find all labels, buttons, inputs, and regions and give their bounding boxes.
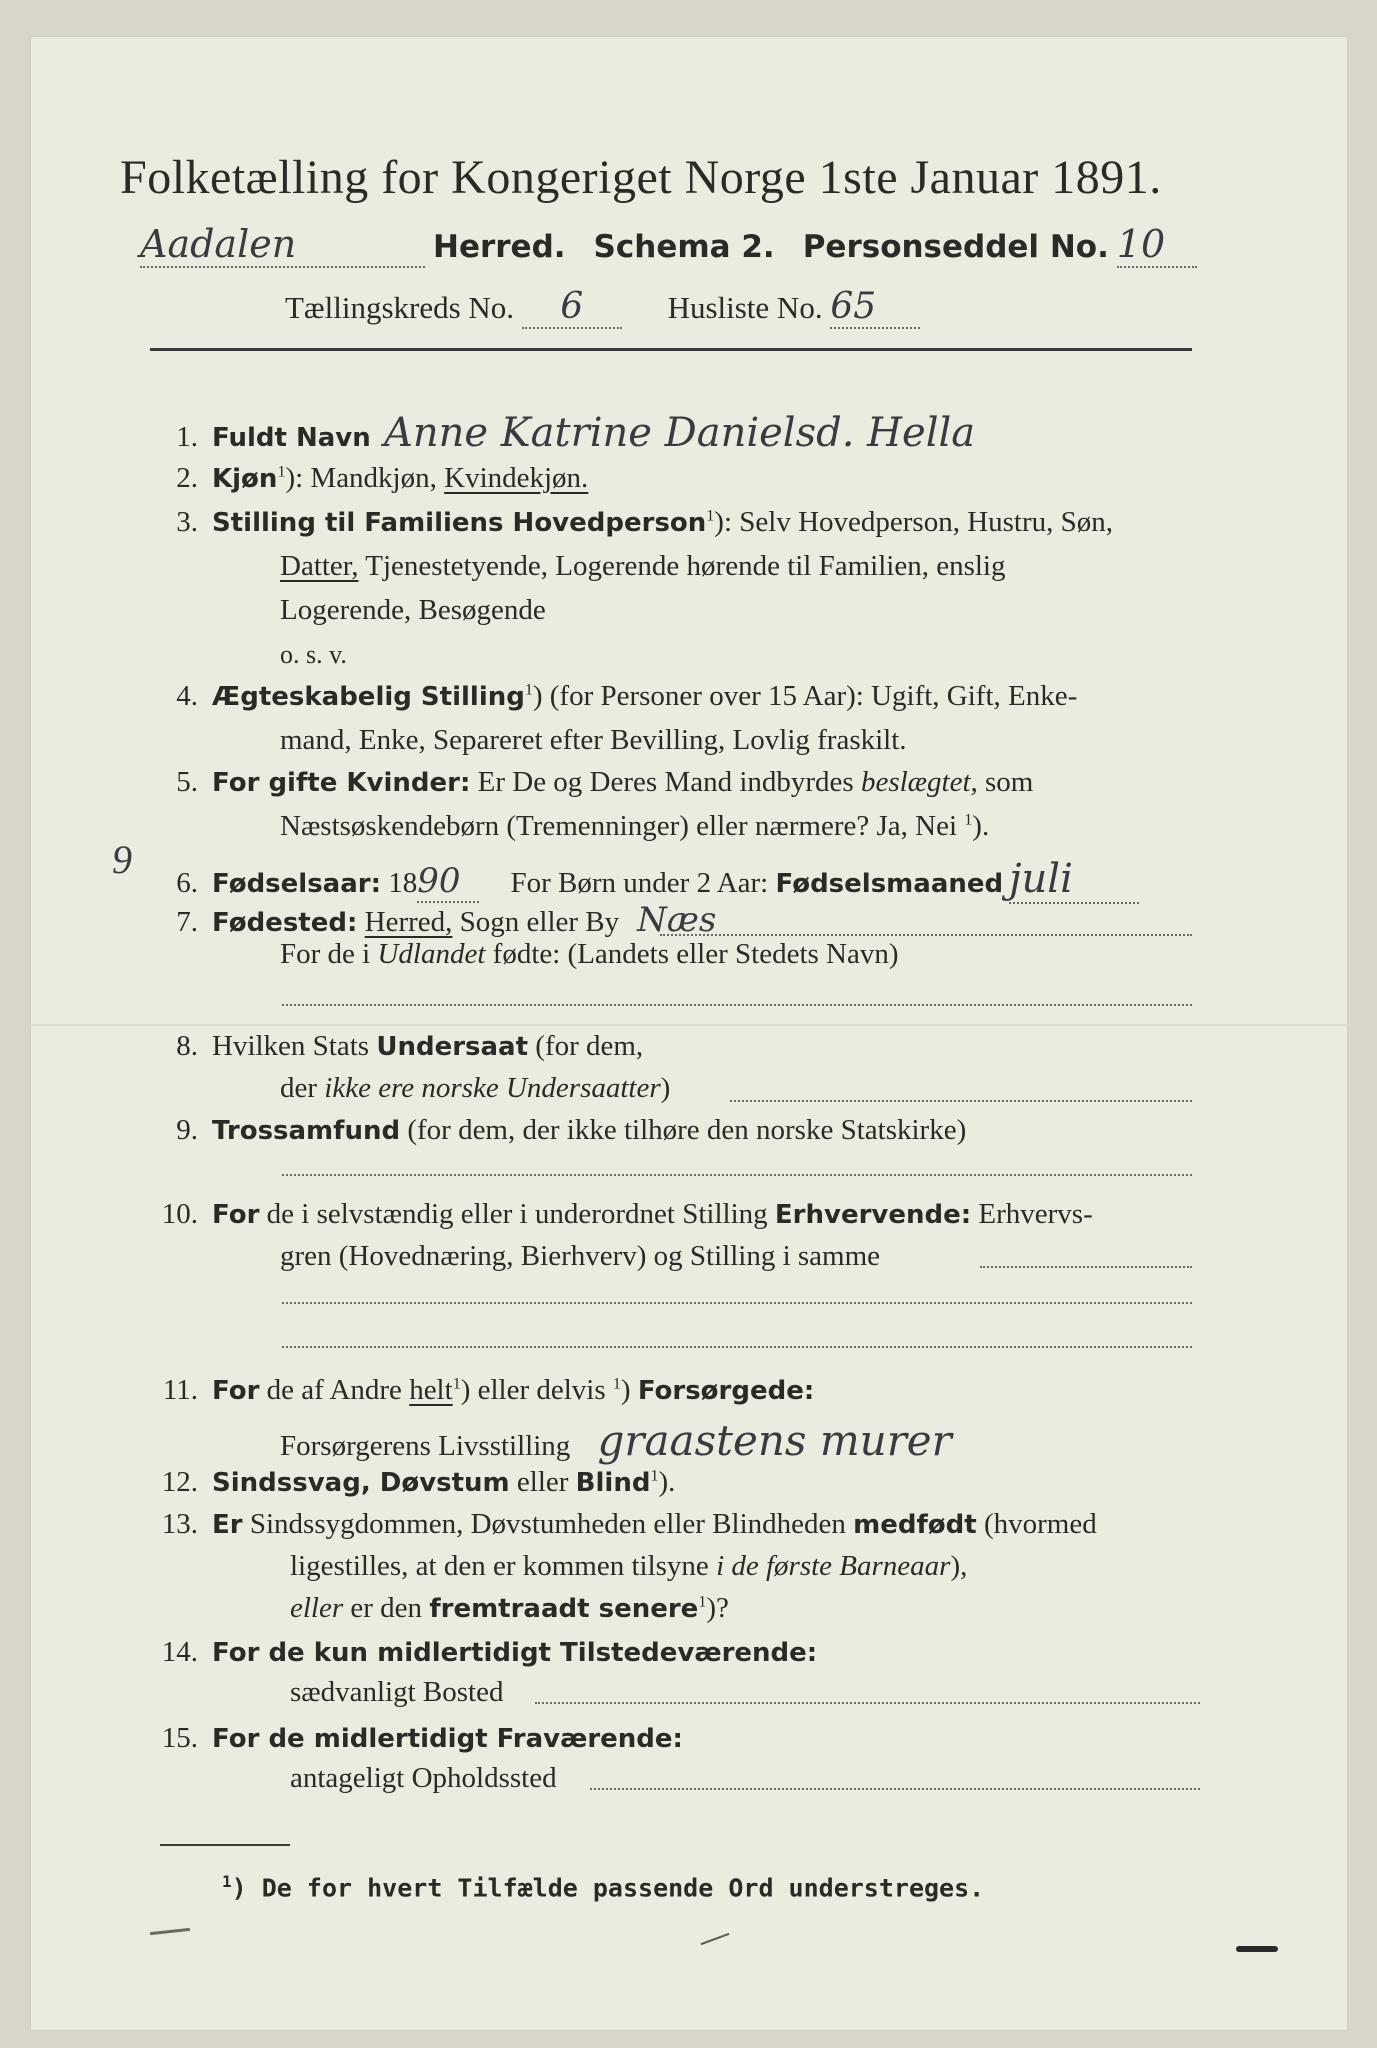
q6-number: 6. bbox=[176, 867, 198, 899]
q2-underlined-kvindekjon: Kvindekjøn. bbox=[444, 462, 589, 494]
q15-row bbox=[150, 1722, 683, 1755]
q14-row bbox=[150, 1636, 817, 1669]
q10-fill-line3 bbox=[282, 1346, 1192, 1348]
q15-number: 15. bbox=[161, 1722, 198, 1754]
q11-underlined-helt: helt bbox=[409, 1374, 453, 1406]
q11-label2: Forsørgede: bbox=[637, 1376, 815, 1406]
q10-number: 10. bbox=[161, 1198, 198, 1230]
q3-text4: o. s. v. bbox=[280, 640, 347, 669]
q6-handwritten-year: 90 bbox=[417, 861, 479, 903]
q12-label2: Blind bbox=[575, 1468, 651, 1498]
q13-number: 13. bbox=[161, 1508, 198, 1540]
q10-label1: For bbox=[212, 1200, 260, 1230]
q3-number: 3. bbox=[176, 506, 198, 538]
q14-label: For de kun midlertidigt Tilstedeværende: bbox=[212, 1638, 818, 1668]
q11-handwritten-occupation: graastens murer bbox=[597, 1416, 952, 1465]
q5-text1b: som bbox=[977, 766, 1034, 798]
personseddel-handwritten: 10 bbox=[1117, 222, 1197, 268]
q13-text1a: Sindssygdommen, Døvstumheden eller Blindheden bbox=[242, 1508, 854, 1540]
q10-text1a: de i selvstændig eller i underordnet Stilling bbox=[259, 1198, 775, 1230]
q6-handwritten-month: juli bbox=[1009, 856, 1139, 904]
q10-row bbox=[150, 1198, 1093, 1231]
q5-text1: Er De og Deres Mand indbyrdes bbox=[470, 766, 861, 798]
q7-label: Fødested: bbox=[212, 908, 358, 938]
footnote-text: De for hvert Tilfælde passende Ord understreges. bbox=[261, 1873, 985, 1903]
margin-note-nine: 9 bbox=[112, 837, 132, 882]
q6-label: Fødselsaar: bbox=[212, 869, 381, 899]
q4-text1: ) (for Personer over 15 Aar): Ugift, Gift, Enke- bbox=[532, 680, 1078, 712]
q9-text: (for dem, der ikke tilhøre den norske Statskirke) bbox=[400, 1114, 967, 1146]
q6-label2: Fødselsmaaned bbox=[775, 869, 1004, 899]
q13-label2: medfødt bbox=[853, 1510, 977, 1540]
q7-number: 7. bbox=[176, 906, 198, 938]
q10-fill-line bbox=[980, 1266, 1192, 1268]
q10-text1b: Erhvervs- bbox=[971, 1198, 1093, 1230]
q3-text1: ): Selv Hovedperson, Hustru, Søn, bbox=[714, 506, 1114, 538]
q15-text: antageligt Opholdssted bbox=[290, 1762, 557, 1794]
q9-row bbox=[150, 1114, 966, 1147]
q8-text1b: (for dem, bbox=[528, 1030, 644, 1062]
q11-row2 bbox=[280, 1416, 952, 1465]
herred-handwritten: Aadalen bbox=[140, 222, 425, 268]
q8-row bbox=[150, 1030, 643, 1063]
q7-row2 bbox=[280, 938, 899, 971]
q13-row3: eller er den fremtraadt senere$^1$)? bbox=[290, 1592, 729, 1624]
q13-row2 bbox=[290, 1550, 967, 1583]
q1-number: 1. bbox=[176, 421, 198, 453]
q11-text2: Forsørgerens Livsstilling bbox=[280, 1430, 571, 1462]
q5-text2: Næstsøskendebørn (Tremenninger) eller nærmere? Ja, Nei bbox=[280, 810, 965, 842]
q7-italic: Udlandet bbox=[377, 938, 486, 970]
personseddel-label: Personseddel No. bbox=[802, 229, 1109, 265]
q12-text: eller bbox=[509, 1466, 576, 1498]
q1-label: Fuldt Navn bbox=[212, 423, 371, 453]
footnote: $^1$) De for hvert Tilfælde passende Ord understreges. bbox=[222, 1872, 985, 1903]
form-title: Folketælling for Kongeriget Norge 1ste Januar 1891. bbox=[120, 151, 1162, 204]
q7-text2b: fødte: (Landets eller Stedets Navn) bbox=[485, 938, 899, 970]
q6-text1: 18 bbox=[381, 867, 418, 899]
q3-row: 3. Stilling til Familiens Hovedperson$^1$): Selv Hovedperson, Hustru, Søn, bbox=[150, 506, 1113, 539]
q6-row bbox=[150, 856, 1139, 904]
q2-number: 2. bbox=[176, 462, 198, 494]
q4-text2: mand, Enke, Separeret efter Bevilling, Lovlig fraskilt. bbox=[280, 724, 907, 756]
q8-label: Undersaat bbox=[376, 1032, 529, 1062]
q7-handwritten-place: Næs bbox=[637, 900, 717, 940]
schema-label: Schema 2. bbox=[593, 229, 775, 265]
q9-number: 9. bbox=[176, 1114, 198, 1146]
q8-number: 8. bbox=[176, 1030, 198, 1062]
q11-label1: For bbox=[212, 1376, 260, 1406]
q10-text2: gren (Hovednæring, Bierhverv) og Stilling i samme bbox=[280, 1240, 881, 1272]
husliste-label: Husliste No. bbox=[667, 290, 823, 325]
q1-row bbox=[150, 410, 975, 456]
q2-row: 2. Kjøn$^1$): Mandkjøn, Kvindekjøn. bbox=[150, 462, 588, 495]
q1-handwritten-name: Anne Katrine Danielsd. Hella bbox=[384, 410, 976, 456]
q9-label: Trossamfund bbox=[212, 1116, 401, 1146]
kreds-label: Tællingskreds No. bbox=[285, 290, 515, 325]
q5-label: For gifte Kvinder: bbox=[212, 768, 471, 798]
q2-label: Kjøn bbox=[212, 464, 278, 494]
q7-text1: Sogn eller By bbox=[452, 906, 620, 938]
q12-text2: ). bbox=[658, 1466, 676, 1498]
q8-text2b: ) bbox=[660, 1072, 671, 1104]
q7-text2a: For de i bbox=[280, 938, 378, 970]
q3-text2: Tjenestetyende, Logerende hørende til Familien, enslig bbox=[358, 550, 1006, 582]
kreds-row bbox=[285, 286, 920, 329]
q12-number: 12. bbox=[161, 1466, 198, 1498]
q11-number: 11. bbox=[162, 1374, 198, 1406]
q2-text: ): Mandkjøn, bbox=[285, 462, 445, 494]
q13-italic3: eller bbox=[290, 1592, 344, 1624]
q13-text3a: er den bbox=[343, 1592, 430, 1624]
q7-row bbox=[150, 900, 716, 940]
q8-text2a: der bbox=[280, 1072, 325, 1104]
q11-text1c: ) bbox=[620, 1374, 638, 1406]
q13-label: Er bbox=[212, 1510, 243, 1540]
q3-label: Stilling til Familiens Hovedperson bbox=[212, 508, 707, 538]
q15-fill-line bbox=[590, 1788, 1200, 1790]
herred-label: Herred. bbox=[433, 229, 566, 265]
q4-label: Ægteskabelig Stilling bbox=[212, 682, 525, 712]
q8-text1a: Hvilken Stats bbox=[212, 1030, 377, 1062]
q7-fill-line2 bbox=[282, 1004, 1192, 1006]
q7-fill-line bbox=[660, 934, 1192, 936]
q4-row: 4. Ægteskabelig Stilling$^1$) (for Personer over 15 Aar): Ugift, Gift, Enke- bbox=[150, 680, 1077, 713]
header-rule bbox=[150, 348, 1192, 351]
q14-fill-line bbox=[535, 1702, 1200, 1704]
fold-line bbox=[30, 1024, 1348, 1026]
q7-underlined-herred: Herred, bbox=[364, 906, 453, 938]
herred-row bbox=[140, 222, 1197, 268]
q15-label: For de midlertidigt Fraværende: bbox=[212, 1724, 683, 1754]
q13-text2a: ligestilles, at den er kommen tilsyne bbox=[290, 1550, 717, 1582]
q8-fill-line bbox=[730, 1100, 1192, 1102]
q3-underlined-datter: Datter, bbox=[280, 550, 359, 582]
q12-row: 12. Sindssvag, Døvstum eller Blind$^1$). bbox=[150, 1466, 675, 1499]
husliste-handwritten: 65 bbox=[830, 286, 920, 329]
footnote-mark: 1 bbox=[222, 1872, 232, 1891]
q8-row2 bbox=[280, 1072, 670, 1105]
q13-italic2: i de første Barneaar bbox=[716, 1550, 951, 1582]
q13-text1b: (hvormed bbox=[976, 1508, 1097, 1540]
q9-fill-line bbox=[282, 1174, 1192, 1176]
q3-text3: Logerende, Besøgende bbox=[280, 594, 546, 626]
q8-italic: ikke ere norske Undersaatter bbox=[324, 1072, 661, 1104]
q5-italic: beslægtet, bbox=[860, 766, 978, 798]
q4-number: 4. bbox=[176, 680, 198, 712]
ink-mark-right bbox=[1236, 1946, 1278, 1952]
q14-number: 14. bbox=[161, 1636, 198, 1668]
q11-text1a: de af Andre bbox=[259, 1374, 410, 1406]
q13-row bbox=[150, 1508, 1097, 1541]
q12-label: Sindssvag, Døvstum bbox=[212, 1468, 510, 1498]
q14-text: sædvanligt Bosted bbox=[290, 1676, 504, 1708]
q11-text1b: ) eller delvis bbox=[460, 1374, 613, 1406]
q6-text2: For Børn under 2 Aar: bbox=[510, 867, 776, 899]
q5-number: 5. bbox=[176, 766, 198, 798]
q11-row: 11. For de af Andre helt$^1$) eller delvis $^1$) Forsørgede: bbox=[150, 1374, 814, 1407]
kreds-handwritten: 6 bbox=[522, 286, 622, 329]
q13-label3: fremtraadt senere bbox=[429, 1594, 699, 1624]
q13-text3b: )? bbox=[706, 1592, 729, 1624]
q3-row2 bbox=[280, 550, 1005, 583]
footnote-rule bbox=[160, 1844, 290, 1846]
q10-label2: Erhvervende: bbox=[774, 1200, 972, 1230]
q13-text2b: ), bbox=[950, 1550, 968, 1582]
q10-fill-line2 bbox=[282, 1302, 1192, 1304]
q5-row bbox=[150, 766, 1033, 799]
q5-row2: Næstsøskendebørn (Tremenninger) eller nærmere? Ja, Nei $^1$). bbox=[280, 810, 990, 842]
